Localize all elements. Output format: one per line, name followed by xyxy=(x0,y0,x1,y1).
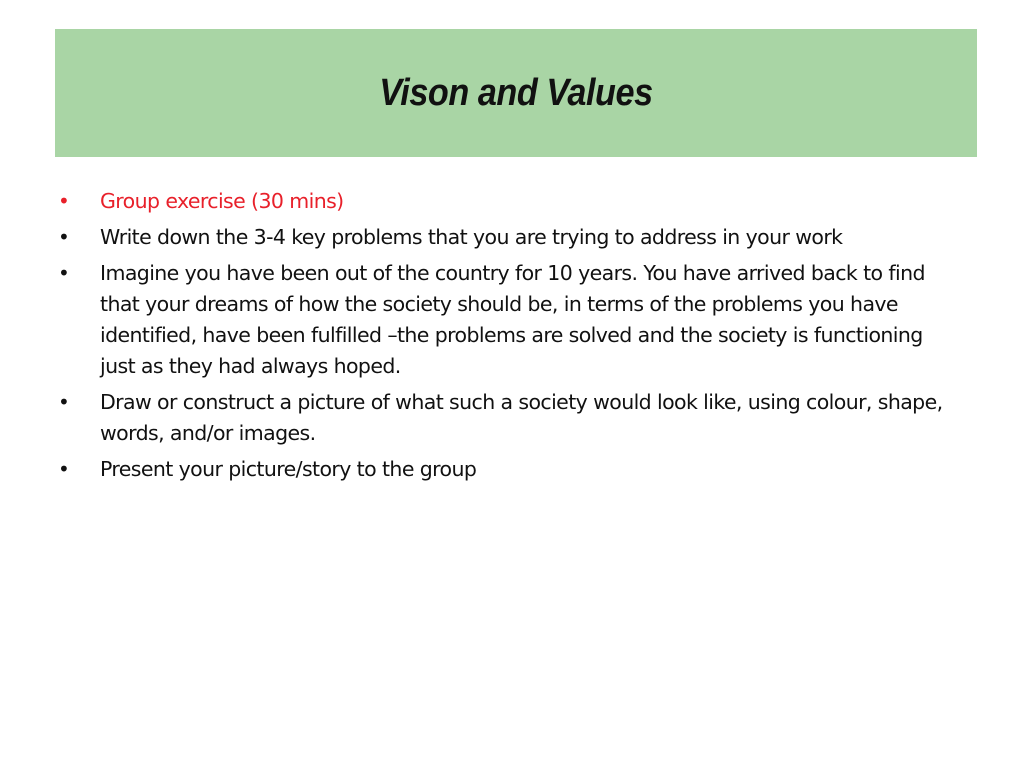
bullet-item xyxy=(58,387,958,449)
bullet-dot-icon: • xyxy=(58,457,70,481)
bullet-item xyxy=(58,258,958,382)
bullet-text: Imagine you have been out of the country for 10 years. You have arrived back to find that your dreams of how the society should be, in terms of the problems you have identified, have been fulfilled –the problems are solved and the society is functioning just as they had always hoped. xyxy=(100,261,925,378)
bullet-list xyxy=(58,186,958,490)
bullet-item xyxy=(58,186,958,217)
bullet-dot-icon: • xyxy=(58,261,70,285)
bullet-item xyxy=(58,222,958,253)
bullet-text: Write down the 3-4 key problems that you are trying to address in your work xyxy=(100,225,843,249)
bullet-item xyxy=(58,454,958,485)
title-banner xyxy=(55,29,977,157)
bullet-text: Present your picture/story to the group xyxy=(100,457,477,481)
bullet-text: Draw or construct a picture of what such a society would look like, using colour, shape, words, and/or images. xyxy=(100,390,943,445)
bullet-text: Group exercise (30 mins) xyxy=(100,189,344,213)
bullet-dot-icon: • xyxy=(58,390,70,414)
bullet-dot-icon: • xyxy=(58,189,70,213)
bullet-dot-icon: • xyxy=(58,225,70,249)
slide-title: Vison and Values xyxy=(379,71,653,114)
